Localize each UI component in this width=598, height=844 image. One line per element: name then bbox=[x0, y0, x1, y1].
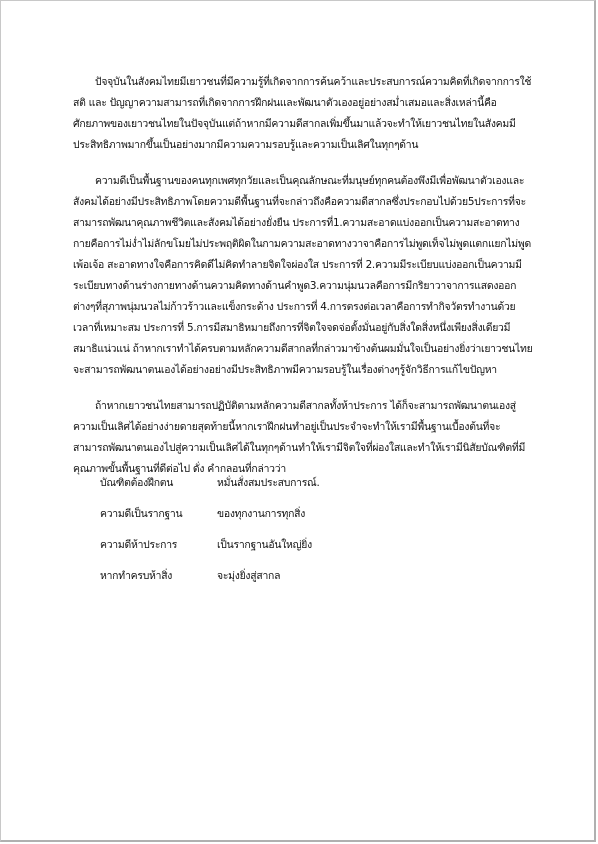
poem-line bbox=[100, 561, 400, 592]
poem-block bbox=[100, 468, 400, 592]
paragraph-virtues: ความดีเป็นพื้นฐานของคนทุกเพศทุกวัยและเป็นคุณลักษณะที่มนุษย์ทุกคนต้องพึงมีเพื่อพัฒนาตัวเองและสังคมได้อย่างมีประสิทธิภาพโดยความดีพื้นฐานที่จะกล่าวถึงคือความดีสากลซึ่งประกอบไปด้วย5ประการที่จะสามารถพัฒนาคุณภาพชีวิตและสังคมได้อย่างยั่งยืน ประการที่1.ความสะอาดแบ่งออกเป็นความสะอาดทางกายคือการไม่ง่ำไม่ลักขโมยไม่ประพฤติผิดในกามความสะอาดทางวาจาคือการไม่พูดเท็จไม่พูดแตกแยกไม่พูด เพ้อเจ้อ สะอาดทางใจคือการคิดดีไม่คิดทำลายจิตใจผ่องใส ประการที่ 2.ความมีระเบียบแบ่งออกเป็นความมีระเบียบทางด้านร่างกายทางด้านความคิดทางด้านคำพูด3.ความนุ่มนวลคือการมีกริยาวาจาการแสดงออกต่างๆที่สุภาพนุ่มนวลไม่ก้าวร้าวและแข็งกระด้าง ประการที่ 4.การตรงต่อเวลาคือการทำกิจวัตรทำงานด้วยเวลาที่เหมาะสม ประการที่ 5.การมีสมาธิหมายถึงการที่จิตใจจดจ่อตั้งมั่นอยู่กับสิ่งใดสิ่งหนึ่งเพียงสิ่งเดียวมีสมาธิแน่วแน่ ถ้าหากเราทำได้ครบตามหลักความดีสากลที่กล่าวมาข้างต้นผมมั่นใจเป็นอย่างยิ่งว่าเยาวชนไทยจะสามารถพัฒนาตนเองได้อย่างอย่างมีประสิทธิภาพมีความรอบรู้ในเรื่องต่างๆรู้จักวิธีการแก้ไขปัญหา bbox=[73, 175, 533, 376]
poem-line-second-half: จะมุ่งยิ่งสู่สากล bbox=[217, 570, 281, 582]
poem-line-second-half: หมั่นสั่งสมประสบการณ์. bbox=[217, 477, 320, 489]
paragraph-conclusion: ถ้าหากเยาวชนไทยสามารถปฏิบัติตามหลักความดีสากลทั้งห้าประการ ได้ก็จะสามารถพัฒนาตนเองสู่ความเป็นเลิศได้อย่างง่ายดายสุดท้ายนี้หากเราฝึกฝนทำอยู่เป็นประจำจะทำให้เรามีพื้นฐานเบื้องต้นที่จะสามารถพัฒนาตนเองไปสู่ความเป็นเลิศได้ในทุกๆด้านทำให้เรามีจิตใจที่ผ่องใสและทำให้เรามีนิสัยบัณฑิตที่มีคุณภาพขั้นพื้นฐานที่ดีต่อไป ดั่ง คำกลอนที่กล่าวว่า bbox=[73, 400, 526, 475]
poem-line-first-half: ความดีห้าประการ bbox=[100, 539, 178, 551]
poem-line-second-half: ของทุกงานการทุกสิ่ง bbox=[217, 508, 306, 520]
poem-line-first-half: บัณฑิตต้องฝึกตน bbox=[100, 477, 174, 489]
poem-line-first-half: ความดีเป็นรากฐาน bbox=[100, 508, 183, 520]
poem-line bbox=[100, 468, 400, 499]
poem-line-second-half: เป็นรากฐานอันใหญ่ยิ่ง bbox=[217, 539, 312, 551]
poem-line bbox=[100, 530, 400, 561]
document-body bbox=[73, 72, 533, 480]
poem-line bbox=[100, 499, 400, 530]
paragraph-intro: ปัจจุบันในสังคมไทยมีเยาวชนที่มีความรู้ที่เกิดจากการค้นคว้าและประสบการณ์ความคิดที่เกิดจากการใช้สติ และ ปัญญาความสามารถที่เกิดจากการฝึกฝนและพัฒนาตัวเองอยู่อย่างสม่ำเสมอและสิ่งเหล่านี้คือศักยภาพของเยาวชนไทยในปัจจุบันแต่ถ้าหากมีความดีสากลเพิ่มขึ้นมาแล้วจะทำให้เยาวชนไทยในสังคมมีประสิทธิภาพมากขึ้นเป็นอย่างมากมีความความรอบรู้และความเป็นเลิศในทุกๆด้าน bbox=[73, 76, 532, 151]
poem-line-first-half: หากทำครบห้าสิ่ง bbox=[100, 570, 173, 582]
